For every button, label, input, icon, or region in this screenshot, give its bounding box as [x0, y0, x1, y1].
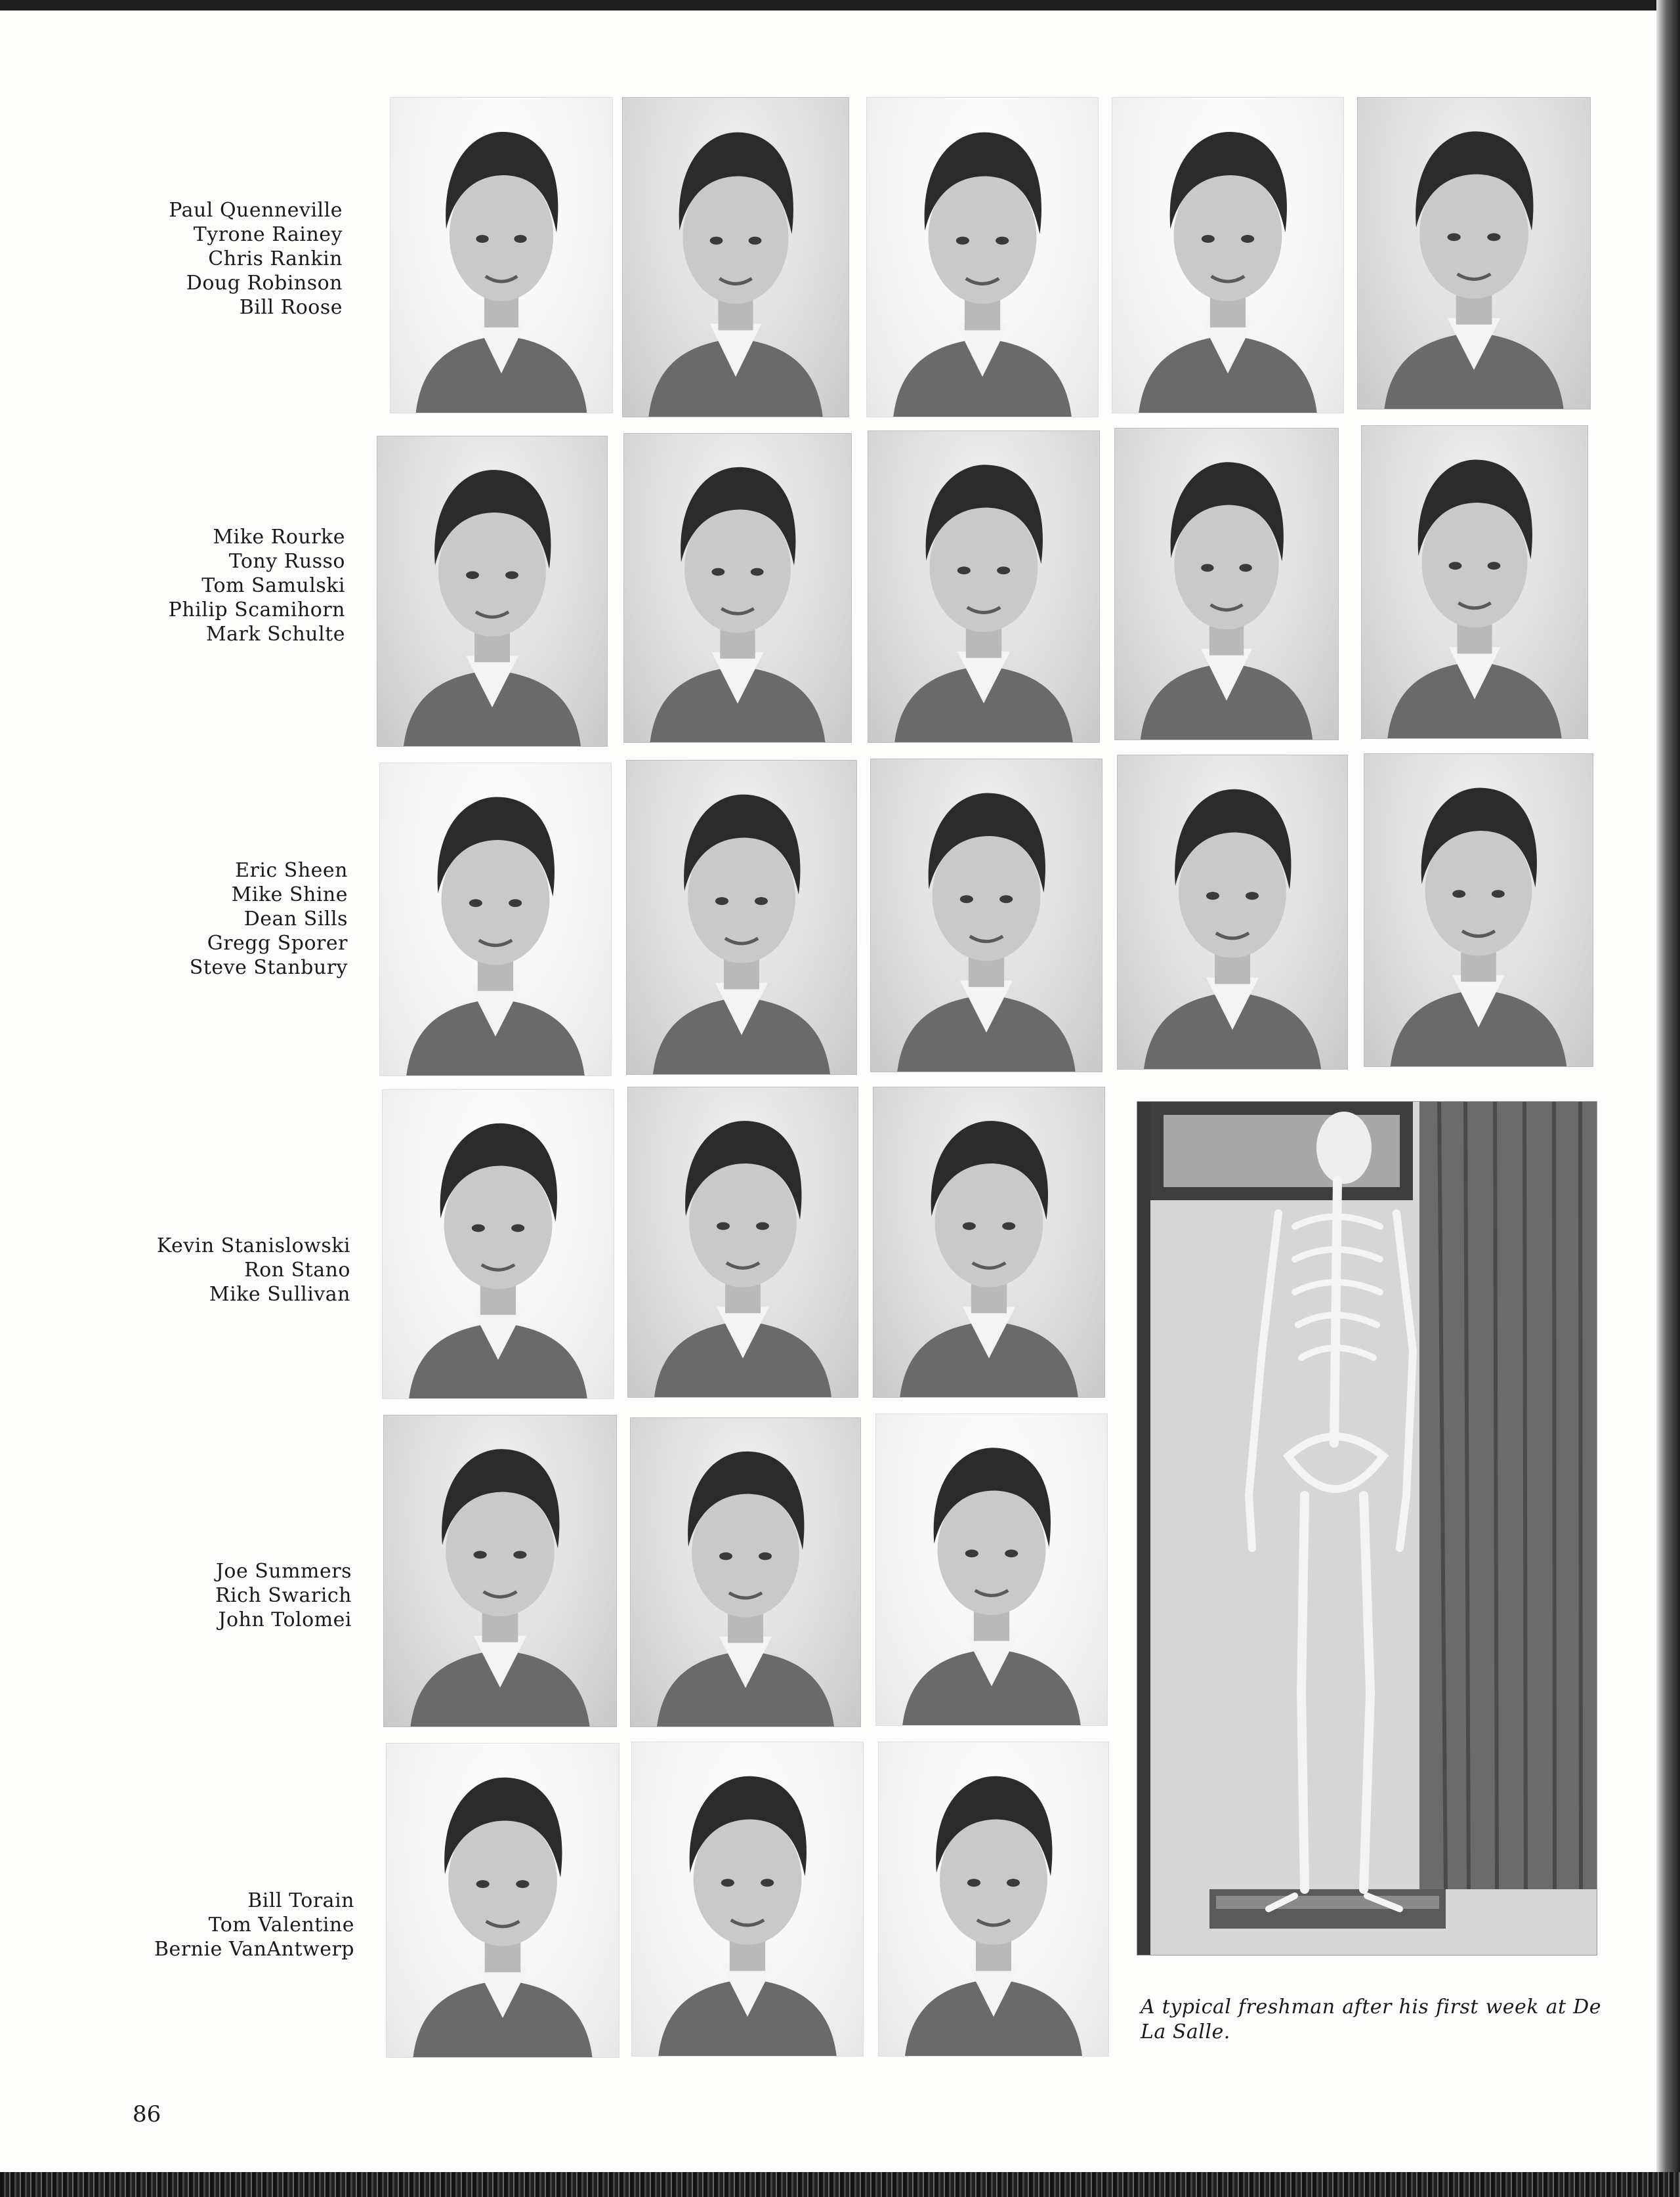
student-portrait	[630, 1417, 861, 1727]
student-name: Eric Sheen	[235, 859, 348, 882]
student-name: Tom Samulski	[201, 574, 345, 597]
student-name: Paul Quenneville	[169, 199, 343, 222]
student-portrait	[870, 759, 1102, 1072]
student-name: Tony Russo	[228, 550, 345, 573]
student-name: Philip Scamihorn	[168, 598, 345, 621]
scan-edge-bottom	[0, 2172, 1680, 2197]
student-name: Ron Stano	[244, 1259, 350, 1282]
student-name: Steve Stanbury	[189, 956, 348, 979]
name-list-row-3	[112, 858, 348, 980]
name-list-row-5	[116, 1559, 352, 1632]
student-name: Bernie VanAntwerp	[154, 1938, 354, 1961]
scan-edge-top	[0, 0, 1680, 10]
student-portrait	[868, 430, 1100, 743]
student-name: Tom Valentine	[208, 1914, 354, 1936]
student-name: John Tolomei	[218, 1608, 352, 1631]
student-portrait	[383, 1415, 617, 1727]
student-portrait	[1114, 428, 1339, 740]
student-portrait	[626, 760, 857, 1075]
student-portrait	[878, 1742, 1109, 2057]
student-portrait	[875, 1413, 1108, 1726]
student-name: Joe Summers	[215, 1560, 352, 1583]
feature-photo-caption: A typical freshman after his first week at De La Salle.	[1141, 1996, 1601, 2043]
skeleton-feature-photo	[1137, 1101, 1597, 1956]
student-name: Dean Sills	[243, 908, 348, 931]
student-portrait	[866, 97, 1099, 417]
student-portrait	[377, 436, 608, 747]
student-name: Rich Swarich	[215, 1584, 352, 1607]
name-list-row-2	[109, 525, 345, 646]
student-name: Mark Schulte	[205, 623, 345, 646]
scan-edge-right	[1656, 0, 1680, 2197]
student-portrait	[386, 1743, 620, 2058]
student-portrait	[622, 97, 849, 417]
page-number: 86	[133, 2101, 161, 2127]
student-portrait	[390, 97, 613, 413]
student-name: Chris Rankin	[208, 247, 343, 270]
student-name: Tyrone Rainey	[193, 223, 343, 246]
student-name: Mike Shine	[231, 883, 348, 906]
student-name: Doug Robinson	[186, 272, 343, 295]
name-list-row-4	[114, 1234, 350, 1307]
student-portrait	[623, 433, 852, 743]
student-portrait	[627, 1087, 858, 1398]
student-portrait	[1364, 753, 1593, 1067]
name-list-row-6	[118, 1889, 354, 1961]
student-name: Mike Sullivan	[209, 1283, 350, 1306]
student-portrait	[1357, 97, 1591, 409]
student-name: Mike Rourke	[213, 526, 345, 549]
student-name: Gregg Sporer	[207, 932, 348, 955]
student-name: Bill Torain	[247, 1889, 354, 1912]
student-portrait	[382, 1089, 614, 1399]
student-name: Kevin Stanislowski	[156, 1234, 350, 1257]
student-name: Bill Roose	[239, 296, 343, 319]
student-portrait	[1117, 755, 1348, 1070]
student-portrait	[379, 763, 612, 1076]
name-list-row-1	[106, 198, 343, 320]
student-portrait	[631, 1742, 864, 2057]
student-portrait	[1112, 97, 1344, 413]
student-portrait	[873, 1087, 1105, 1398]
student-portrait	[1361, 425, 1588, 739]
